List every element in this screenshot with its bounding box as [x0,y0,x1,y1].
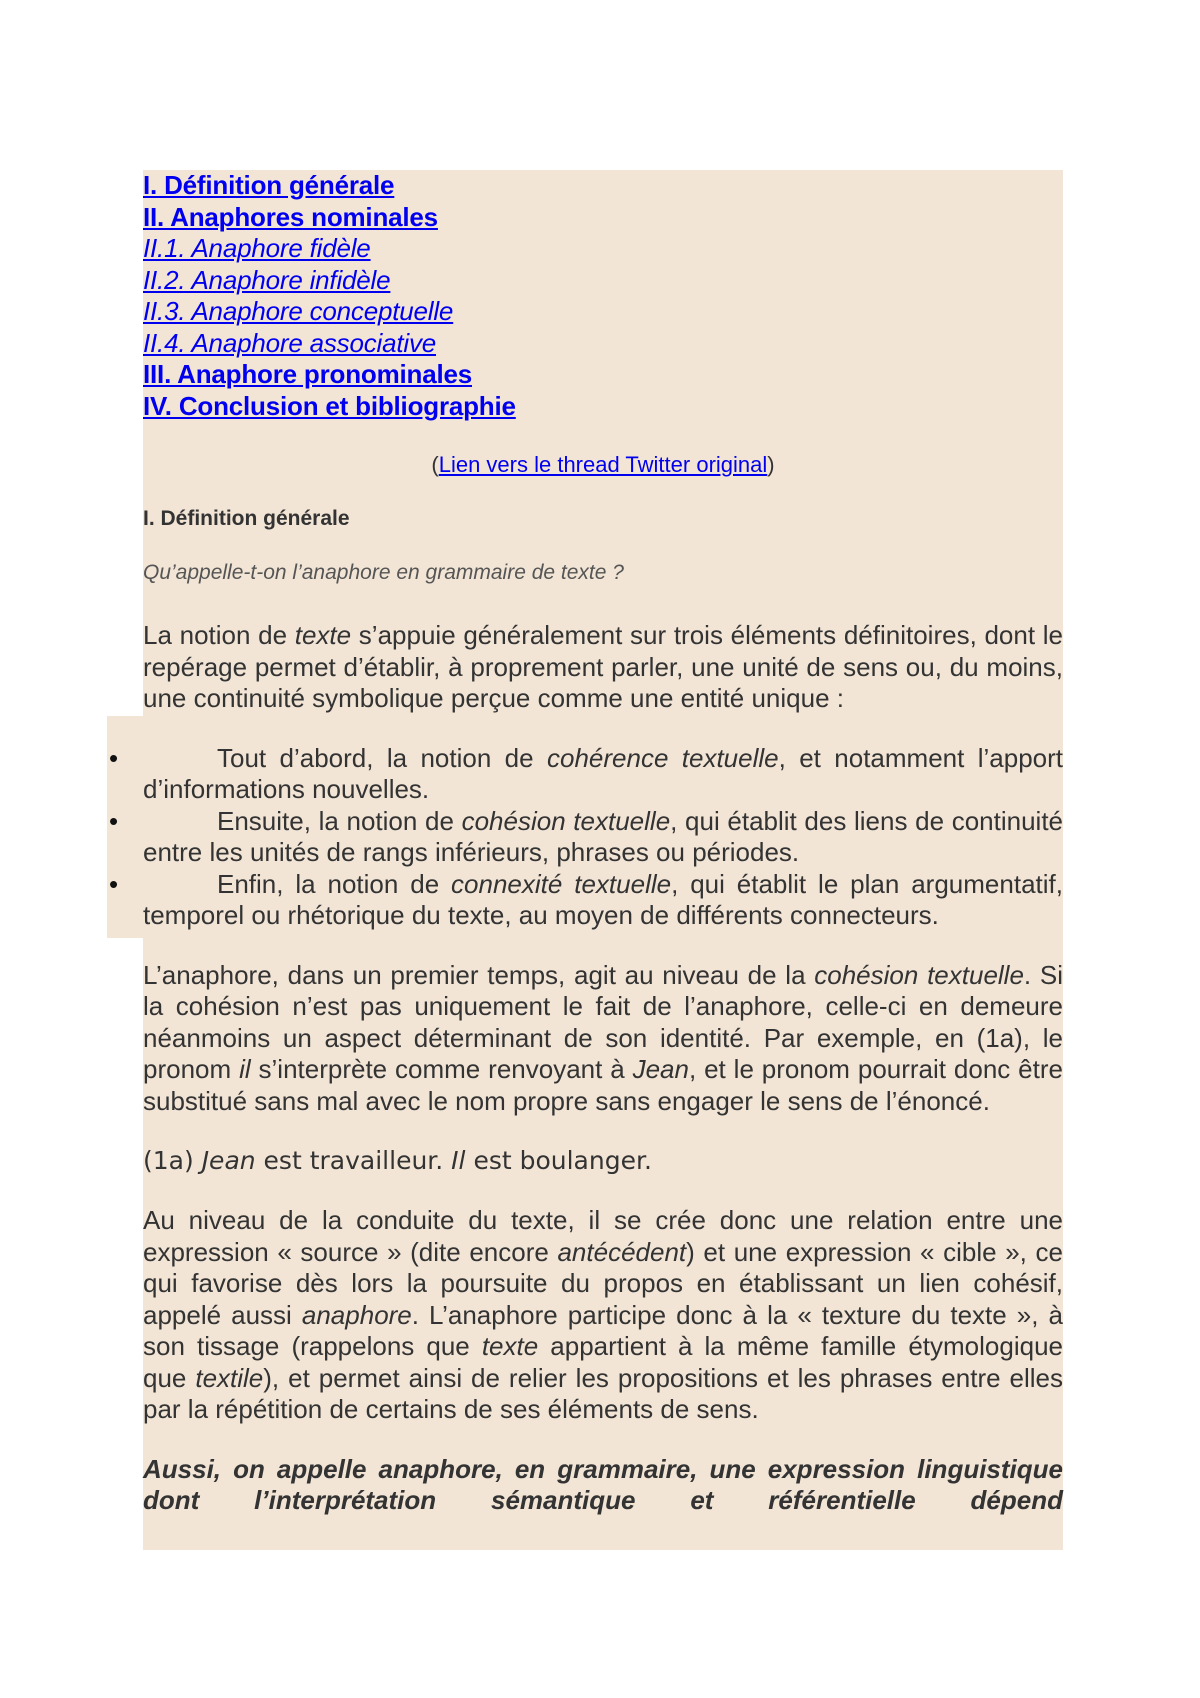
list-item-text-2: , et notamment l’apport d’informations nouvelles. [143,742,1063,804]
cohesion-paragraph [143,960,1063,1118]
toc-link-anaphores-nominales[interactable]: II. Anaphores nominales [143,201,438,232]
toc-link-anaphore-fidele[interactable]: II.1. Anaphore fidèle [143,233,371,263]
intro-paragraph [143,620,1063,715]
table-of-contents [143,170,1063,422]
intro-text-1: La notion de [143,620,295,650]
section-question: Qu’appelle-t-on l’anaphore en grammaire de texte ? [143,561,624,584]
example-number: (1a) [143,1146,202,1175]
example-sentence [143,1145,1063,1177]
example-term-2: Il [451,1146,466,1175]
intro-term: texte [294,620,352,650]
criteria-list [109,742,1064,932]
list-item-term: connexité textuelle [451,868,672,899]
texture-paragraph [143,1205,1063,1426]
toc-link-anaphore-associative[interactable]: II.4. Anaphore associative [143,327,437,358]
pronoun-term: il [239,1054,251,1084]
list-item [109,805,1064,869]
example-term-1: Jean [201,1146,256,1175]
texture-text-1: Au niveau de la conduite du texte, il se crée donc une relation entre une expression « source » (dite encore [143,1205,1063,1267]
intro-text-2: s’appuie généralement sur trois éléments définitoires, dont le repérage permet d’établir, à proprement parler, une unité de sens ou, du moins, une continuité symbolique perçue comme une entité unique : [143,620,1063,713]
list-item-text-1: Enfin, la notion de [217,868,452,899]
toc-link-anaphore-conceptuelle[interactable]: II.3. Anaphore conceptuelle [143,296,454,326]
cohesion-text-2: . Si la cohésion n’est pas uniquement le fait de l’anaphore, celle-ci en demeure néanmoins un aspect déterminant de son identité. Par exemple, en (1a), le pronom [143,959,1063,1084]
texture-term-4: textile [195,1362,264,1393]
list-item-text-1: Ensuite, la notion de [217,805,462,836]
cohesion-text-3: s’interprète comme renvoyant à [250,1054,633,1084]
list-item-text-2: , qui établit des liens de continuité entre les unités de rangs inférieurs, phrases ou périodes. [143,805,1064,867]
definition-statement: Aussi, on appelle anaphore, en grammaire, une expression linguistique dont l’interprétation sémantique et référentielle dépend [143,1453,1063,1515]
example-text-1: est travailleur. [255,1146,452,1175]
twitter-thread-link[interactable]: Lien vers le thread Twitter original [438,452,768,477]
toc-link-anaphore-infidele[interactable]: II.2. Anaphore infidèle [143,264,391,295]
list-item-term: cohésion textuelle [461,805,671,836]
toc-link-conclusion[interactable]: IV. Conclusion et bibliographie [143,390,516,421]
list-item-term: cohérence textuelle [546,742,779,773]
paren-close: ) [767,452,775,477]
texture-term-2: anaphore [301,1299,412,1330]
example-text-2: est boulanger. [465,1146,652,1175]
bullet-marker: • [109,742,119,773]
cohesion-text-4: , et le pronom pourrait donc être substitué sans mal avec le nom propre sans engager le sens de l’énoncé. [143,1054,1063,1116]
texture-term-1: antécédent [557,1236,687,1267]
name-term: Jean [632,1054,689,1084]
document-body [109,170,1064,1517]
bullet-marker: • [109,868,119,899]
list-item-text-1: Tout d’abord, la notion de [217,742,547,773]
list-item-text-2: , qui établit le plan argumentatif, temporel ou rhétorique du texte, au moyen de différents connecteurs. [143,868,1063,930]
texture-term-3: texte [481,1331,539,1361]
toc-link-definition[interactable]: I. Définition générale [143,170,395,200]
list-item [109,742,1063,806]
bullet-marker: • [109,805,119,836]
texture-text-2: ) et une expression « cible », ce qui favorise dès lors la poursuite du propos en établissant un lien cohésif, appelé aussi [143,1236,1063,1330]
cohesion-text-1: L’anaphore, dans un premier temps, agit au niveau de la [143,959,815,990]
texture-text-5: ), et permet ainsi de relier les propositions et les phrases entre elles par la répétition de certains de ses éléments de sens. [143,1362,1063,1424]
paren-open: ( [431,452,439,477]
toc-link-anaphore-pronominales[interactable]: III. Anaphore pronominales [143,359,472,389]
list-item [109,868,1063,932]
texture-text-4: appartient à la même famille étymologique que [143,1331,1063,1393]
texture-text-3: . L’anaphore participe donc à la « texture du texte », à son tissage (rappelons que [143,1299,1063,1361]
twitter-thread-line [143,450,1063,480]
section-heading: I. Définition générale [143,507,350,530]
cohesion-term: cohésion textuelle [814,959,1024,990]
